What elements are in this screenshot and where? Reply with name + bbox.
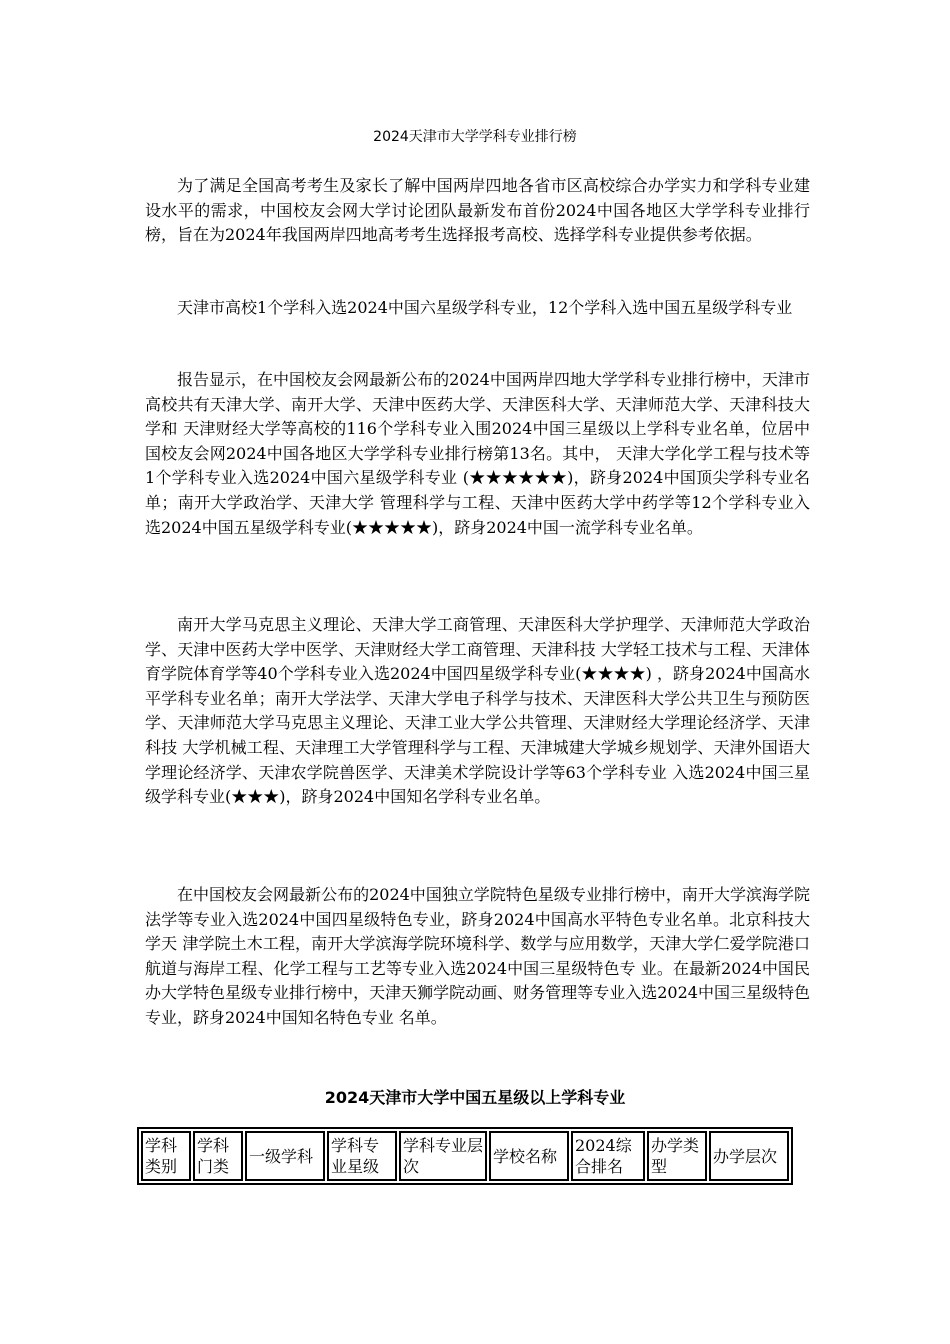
header-cell: 学科专业星级 bbox=[327, 1131, 397, 1181]
table-header-row bbox=[141, 1131, 789, 1181]
header-cell: 2024综合排名 bbox=[571, 1131, 645, 1181]
header-cell: 学科门类 bbox=[193, 1131, 243, 1181]
header-cell: 办学层次 bbox=[709, 1131, 789, 1181]
header-cell: 办学类型 bbox=[647, 1131, 707, 1181]
table-title: 2024天津市大学中国五星级以上学科专业 bbox=[324, 1088, 626, 1107]
header-cell: 学科类别 bbox=[141, 1131, 191, 1181]
paragraph-intro: 为了满足全国高考考生及家长了解中国两岸四地各省市区高校综合办学实力和学科专业建设水平的需求，中国校友会网大学讨论团队最新发布首份2024中国各地区大学学科专业排行榜，旨在为2024年我国两岸四地高考考生选择报考高校、选择学科专业提供参考依据。 bbox=[145, 176, 810, 245]
paragraph-report: 报告显示，在中国校友会网最新公布的2024中国两岸四地大学学科专业排行榜中，天津市高校共有天津大学、南开大学、天津中医药大学、天津医科大学、天津师范大学、天津科技大学和 天津财经大学等高校的116个学科专业入围2024中国三星级以上学科专业名单，位居中国校友会网2024中国各地区大学学科专业排行榜第13名。其中， 天津大学化学工程与技术等1个学科专业入选2024中国六星级学科专业 (★★★★★★)，跻身2024中国顶尖学科专业名单；南开大学政治学、天津大学 管理科学与工程、天津中医药大学中药学等12个学科专业入选2024中国五星级学科专业(★★★★★)，跻身2024中国一流学科专业名单。 bbox=[145, 370, 810, 537]
ranking-table bbox=[137, 1127, 793, 1185]
paragraph-four-star: 南开大学马克思主义理论、天津大学工商管理、天津医科大学护理学、天津师范大学政治学、天津中医药大学中医学、天津财经大学工商管理、天津科技 大学轻工技术与工程、天津体育学院体育学等40个学科专业入选2024中国四星级学科专业(★★★★) ，跻身2024中国高水平学科专业名单；南开大学法学、天津大学电子科学与技术、天津医科大学公共卫生与预防医学、天津师范大学马克思主义理论、天津工业大学公共管理、天津财经大学理论经济学、天津科技 大学机械工程、天津理工大学管理科学与工程、天津城建大学城乡规划学、天津外国语大学理论经济学、天津农学院兽医学、天津美术学院设计学等63个学科专业 入选2024中国三星级学科专业(★★★)，跻身2024中国知名学科专业名单。 bbox=[145, 615, 810, 807]
paragraph-summary: 天津市高校1个学科入选2024中国六星级学科专业，12个学科入选中国五星级学科专业 bbox=[177, 298, 793, 317]
header-cell: 学校名称 bbox=[489, 1131, 569, 1181]
document-title: 2024天津市大学学科专业排行榜 bbox=[373, 129, 577, 145]
header-cell: 学科专业层次 bbox=[399, 1131, 487, 1181]
header-cell: 一级学科 bbox=[245, 1131, 325, 1181]
paragraph-independent-college: 在中国校友会网最新公布的2024中国独立学院特色星级专业排行榜中，南开大学滨海学院法学等专业入选2024中国四星级特色专业，跻身2024中国高水平特色专业名单。北京科技大学天 津学院土木工程，南开大学滨海学院环境科学、数学与应用数学，天津大学仁爱学院港口航道与海岸工程、化学工程与工艺等专业入选2024中国三星级特色专 业。在最新2024中国民办大学特色星级专业排行榜中，天津天狮学院动画、财务管理等专业入选2024中国三星级特色专业，跻身2024中国知名特色专业 名单。 bbox=[145, 885, 810, 1027]
